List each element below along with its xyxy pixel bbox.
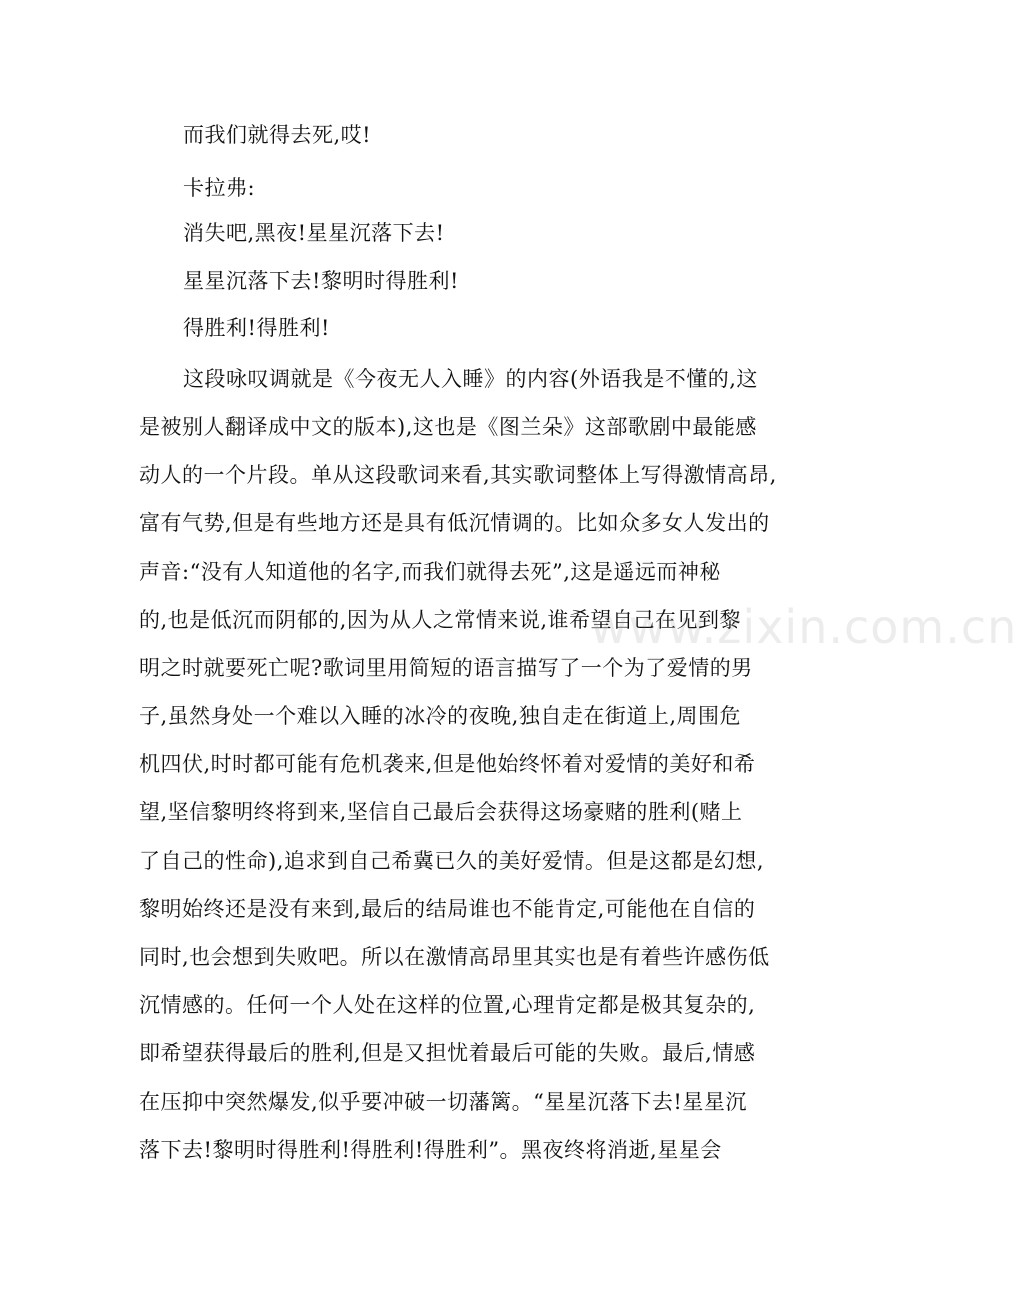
paragraph-line: 声音:“没有人知道他的名字,而我们就得去死”,这是遥远而神秘 [139,560,721,584]
paragraph-line: 机四伏,时时都可能有危机袭来,但是他始终怀着对爱情的美好和希 [139,752,756,776]
lyric-line: 消失吧,黑夜!星星沉落下去! [183,221,445,245]
paragraph-line: 黎明始终还是没有来到,最后的结局谁也不能肯定,可能他在自信的 [139,897,756,921]
paragraph-line: 是被别人翻译成中文的版本),这也是《图兰朵》这部歌剧中最能感 [139,415,757,439]
paragraph-line: 望,坚信黎明终将到来,坚信自己最后会获得这场豪赌的胜利(赌上 [139,800,743,824]
speaker-label: 卡拉弗: [183,176,256,200]
paragraph-line: 在压抑中突然爆发,似乎要冲破一切藩篱。“星星沉落下去!星星沉 [139,1090,747,1114]
paragraph-line: 富有气势,但是有些地方还是具有低沉情调的。比如众多女人发出的 [139,511,770,535]
paragraph-line: 沉情感的。任何一个人处在这样的位置,心理肯定都是极其复杂的, [139,993,756,1017]
paragraph-line: 子,虽然身处一个难以入睡的冰冷的夜晚,独自走在街道上,周围危 [139,704,742,728]
paragraph-line: 这段咏叹调就是《今夜无人入睡》的内容(外语我是不懂的,这 [183,367,758,391]
paragraph-line: 了自己的性命),追求到自己希冀已久的美好爱情。但是这都是幻想, [139,849,765,873]
paragraph-line: 落下去!黎明时得胜利!得胜利!得胜利”。黑夜终将消逝,星星会 [139,1138,722,1162]
site-watermark: www.zixin.com.cn [590,600,1017,654]
paragraph-line: 动人的一个片段。单从这段歌词来看,其实歌词整体上写得激情高昂, [139,463,777,487]
paragraph-line: 的,也是低沉而阴郁的,因为从人之常情来说,谁希望自己在见到黎 [139,608,742,632]
paragraph-line: 同时,也会想到失败吧。所以在激情高昂里其实也是有着些许感伤低 [139,945,770,969]
lyric-line: 得胜利!得胜利! [183,316,330,340]
paragraph-line: 明之时就要死亡呢?歌词里用简短的语言描写了一个为了爱情的男 [139,656,753,680]
lyric-line: 星星沉落下去!黎明时得胜利! [183,269,459,293]
paragraph-line: 即希望获得最后的胜利,但是又担忧着最后可能的失败。最后,情感 [139,1041,756,1065]
lyric-line: 而我们就得去死,哎! [183,123,372,147]
